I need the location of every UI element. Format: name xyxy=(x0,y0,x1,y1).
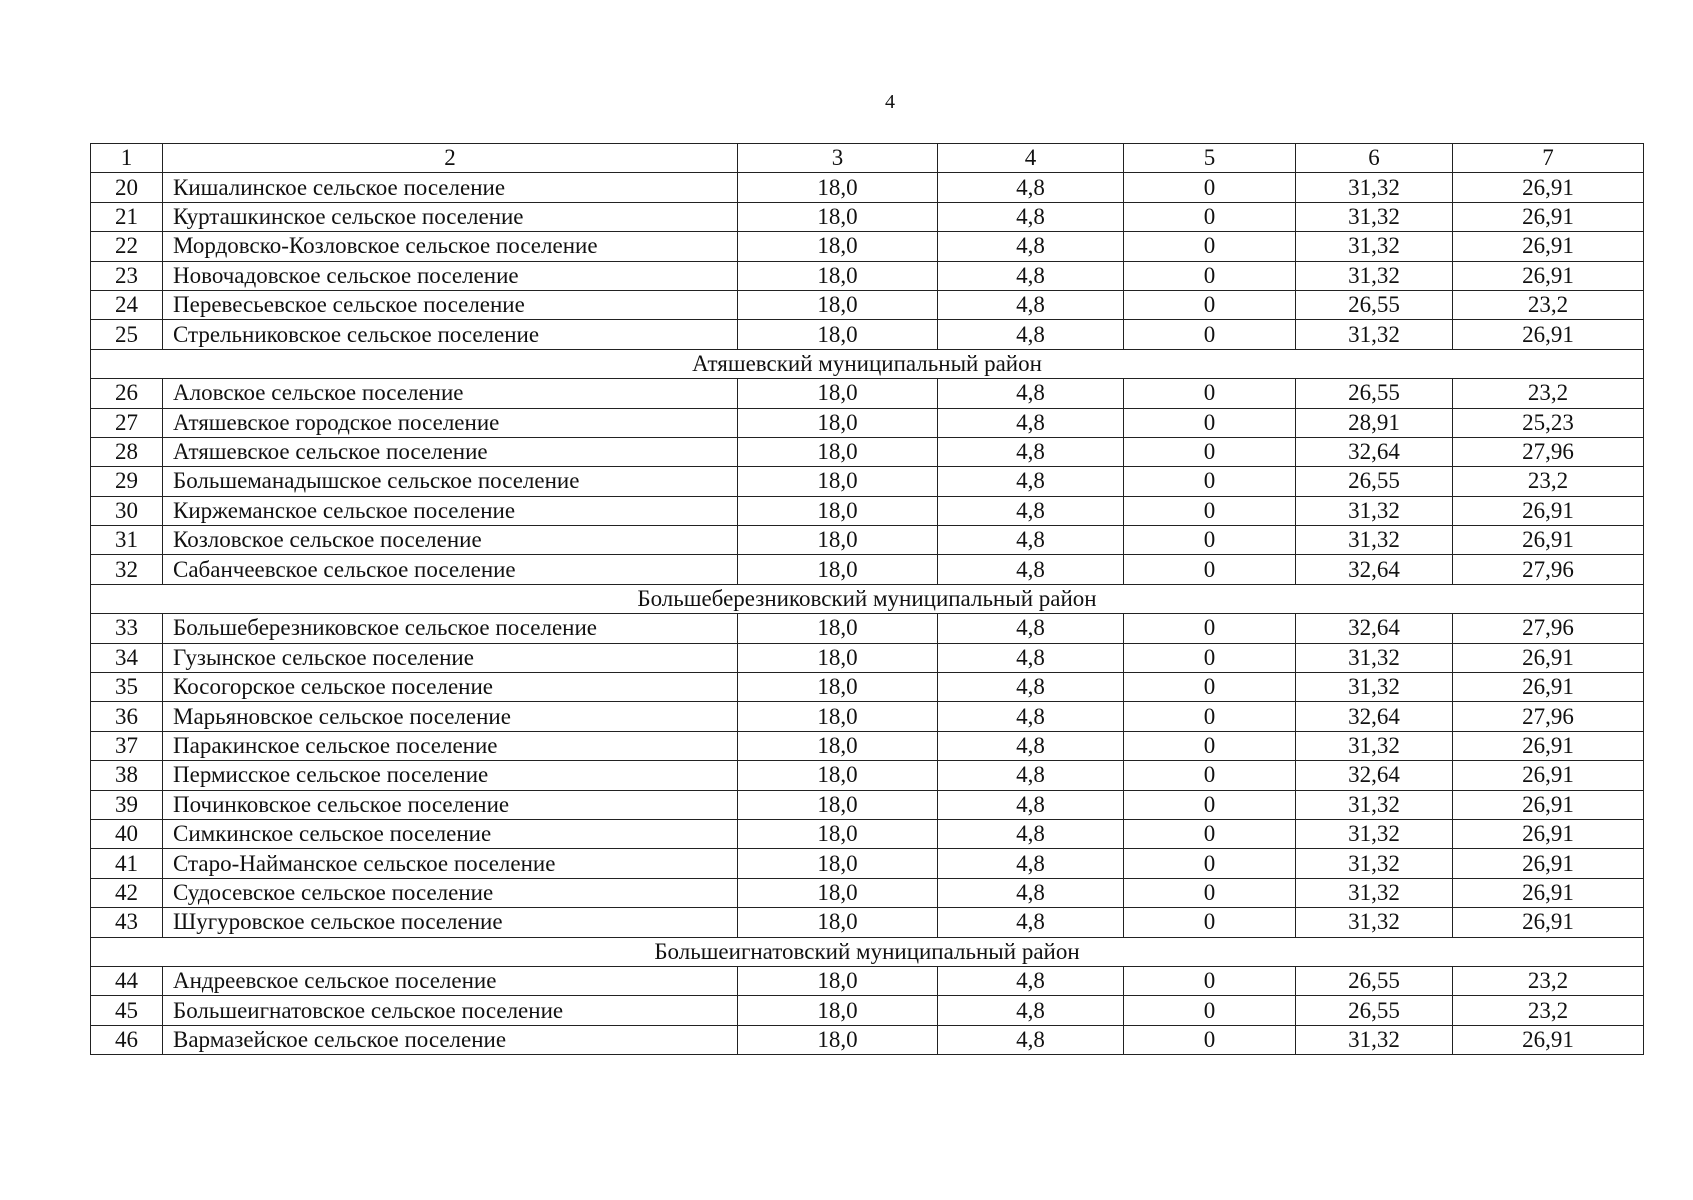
col-4-cell: 4,8 xyxy=(938,320,1124,349)
data-table xyxy=(90,143,1644,1055)
col-7-cell: 27,96 xyxy=(1453,437,1644,466)
col-7-cell: 26,91 xyxy=(1453,878,1644,907)
col-3-cell: 18,0 xyxy=(738,790,938,819)
col-7-cell: 26,91 xyxy=(1453,1025,1644,1054)
row-number-cell: 35 xyxy=(91,673,163,702)
col-7-cell: 26,91 xyxy=(1453,526,1644,555)
table-row xyxy=(91,731,1644,760)
settlement-name-cell: Кишалинское сельское поселение xyxy=(163,173,738,202)
col-3-cell: 18,0 xyxy=(738,849,938,878)
row-number-cell: 23 xyxy=(91,261,163,290)
settlement-name-cell: Косогорское сельское поселение xyxy=(163,673,738,702)
table-row xyxy=(91,702,1644,731)
col-3-cell: 18,0 xyxy=(738,379,938,408)
col-4-cell: 4,8 xyxy=(938,790,1124,819)
col-6-cell: 26,55 xyxy=(1296,290,1453,319)
col-4-cell: 4,8 xyxy=(938,878,1124,907)
row-number-cell: 24 xyxy=(91,290,163,319)
col-4-cell: 4,8 xyxy=(938,496,1124,525)
table-row xyxy=(91,232,1644,261)
col-4-cell: 4,8 xyxy=(938,526,1124,555)
table-row xyxy=(91,290,1644,319)
col-4-cell: 4,8 xyxy=(938,173,1124,202)
col-7-cell: 26,91 xyxy=(1453,849,1644,878)
col-4-cell: 4,8 xyxy=(938,731,1124,760)
col-7-cell: 23,2 xyxy=(1453,467,1644,496)
district-name: Большеигнатовский муниципальный район xyxy=(91,937,1644,966)
col-7-cell: 26,91 xyxy=(1453,761,1644,790)
col-3-cell: 18,0 xyxy=(738,761,938,790)
col-4-cell: 4,8 xyxy=(938,702,1124,731)
table-row xyxy=(91,908,1644,937)
col-3-cell: 18,0 xyxy=(738,320,938,349)
col-3-cell: 18,0 xyxy=(738,819,938,848)
col-4-cell: 4,8 xyxy=(938,761,1124,790)
row-number-cell: 39 xyxy=(91,790,163,819)
col-6-cell: 31,32 xyxy=(1296,202,1453,231)
col-6-cell: 31,32 xyxy=(1296,673,1453,702)
header-row xyxy=(91,144,1644,173)
row-number-cell: 41 xyxy=(91,849,163,878)
table-row xyxy=(91,1025,1644,1054)
col-5-cell: 0 xyxy=(1124,702,1296,731)
col-6-cell: 31,32 xyxy=(1296,731,1453,760)
table-row xyxy=(91,496,1644,525)
settlement-name-cell: Шугуровское сельское поселение xyxy=(163,908,738,937)
col-7-cell: 26,91 xyxy=(1453,173,1644,202)
row-number-cell: 32 xyxy=(91,555,163,584)
col-5-cell: 0 xyxy=(1124,819,1296,848)
col-4-cell: 4,8 xyxy=(938,202,1124,231)
table-row xyxy=(91,819,1644,848)
district-name: Большеберезниковский муниципальный район xyxy=(91,584,1644,613)
col-4-cell: 4,8 xyxy=(938,437,1124,466)
col-6-cell: 31,32 xyxy=(1296,908,1453,937)
col-5-cell: 0 xyxy=(1124,996,1296,1025)
col-5-cell: 0 xyxy=(1124,849,1296,878)
district-row xyxy=(91,584,1644,613)
col-4-cell: 4,8 xyxy=(938,643,1124,672)
header-cell-2: 2 xyxy=(163,144,738,173)
col-4-cell: 4,8 xyxy=(938,673,1124,702)
settlement-name-cell: Большеберезниковское сельское поселение xyxy=(163,614,738,643)
col-4-cell: 4,8 xyxy=(938,408,1124,437)
row-number-cell: 43 xyxy=(91,908,163,937)
table-row xyxy=(91,878,1644,907)
settlement-name-cell: Симкинское сельское поселение xyxy=(163,819,738,848)
table-row xyxy=(91,996,1644,1025)
header-cell-5: 5 xyxy=(1124,144,1296,173)
col-7-cell: 26,91 xyxy=(1453,202,1644,231)
col-6-cell: 26,55 xyxy=(1296,379,1453,408)
col-3-cell: 18,0 xyxy=(738,731,938,760)
col-5-cell: 0 xyxy=(1124,232,1296,261)
settlement-name-cell: Большеигнатовское сельское поселение xyxy=(163,996,738,1025)
col-3-cell: 18,0 xyxy=(738,437,938,466)
row-number-cell: 44 xyxy=(91,966,163,995)
col-3-cell: 18,0 xyxy=(738,232,938,261)
col-6-cell: 31,32 xyxy=(1296,173,1453,202)
settlement-name-cell: Аловское сельское поселение xyxy=(163,379,738,408)
col-3-cell: 18,0 xyxy=(738,996,938,1025)
col-3-cell: 18,0 xyxy=(738,908,938,937)
col-3-cell: 18,0 xyxy=(738,673,938,702)
col-7-cell: 26,91 xyxy=(1453,496,1644,525)
col-7-cell: 27,96 xyxy=(1453,614,1644,643)
col-4-cell: 4,8 xyxy=(938,819,1124,848)
col-3-cell: 18,0 xyxy=(738,966,938,995)
col-6-cell: 31,32 xyxy=(1296,878,1453,907)
row-number-cell: 21 xyxy=(91,202,163,231)
col-6-cell: 32,64 xyxy=(1296,702,1453,731)
col-5-cell: 0 xyxy=(1124,790,1296,819)
settlement-name-cell: Андреевское сельское поселение xyxy=(163,966,738,995)
row-number-cell: 27 xyxy=(91,408,163,437)
page-number: 4 xyxy=(885,91,895,113)
table-row xyxy=(91,966,1644,995)
col-4-cell: 4,8 xyxy=(938,966,1124,995)
col-6-cell: 31,32 xyxy=(1296,819,1453,848)
district-row xyxy=(91,937,1644,966)
row-number-cell: 31 xyxy=(91,526,163,555)
table-row xyxy=(91,526,1644,555)
row-number-cell: 28 xyxy=(91,437,163,466)
col-5-cell: 0 xyxy=(1124,966,1296,995)
col-5-cell: 0 xyxy=(1124,908,1296,937)
col-6-cell: 31,32 xyxy=(1296,320,1453,349)
row-number-cell: 22 xyxy=(91,232,163,261)
table-row xyxy=(91,467,1644,496)
settlement-name-cell: Мордовско-Козловское сельское поселение xyxy=(163,232,738,261)
col-3-cell: 18,0 xyxy=(738,173,938,202)
col-7-cell: 25,23 xyxy=(1453,408,1644,437)
col-5-cell: 0 xyxy=(1124,731,1296,760)
settlement-name-cell: Курташкинское сельское поселение xyxy=(163,202,738,231)
col-3-cell: 18,0 xyxy=(738,290,938,319)
col-5-cell: 0 xyxy=(1124,1025,1296,1054)
col-6-cell: 28,91 xyxy=(1296,408,1453,437)
table-row xyxy=(91,202,1644,231)
col-7-cell: 26,91 xyxy=(1453,819,1644,848)
table-row xyxy=(91,761,1644,790)
header-cell-7: 7 xyxy=(1453,144,1644,173)
col-6-cell: 31,32 xyxy=(1296,526,1453,555)
col-4-cell: 4,8 xyxy=(938,467,1124,496)
row-number-cell: 40 xyxy=(91,819,163,848)
col-7-cell: 23,2 xyxy=(1453,290,1644,319)
row-number-cell: 26 xyxy=(91,379,163,408)
col-3-cell: 18,0 xyxy=(738,408,938,437)
table-row xyxy=(91,849,1644,878)
settlement-name-cell: Новочадовское сельское поселение xyxy=(163,261,738,290)
col-4-cell: 4,8 xyxy=(938,908,1124,937)
settlement-name-cell: Сабанчеевское сельское поселение xyxy=(163,555,738,584)
table-row xyxy=(91,320,1644,349)
col-7-cell: 27,96 xyxy=(1453,555,1644,584)
row-number-cell: 46 xyxy=(91,1025,163,1054)
header-cell-3: 3 xyxy=(738,144,938,173)
col-7-cell: 26,91 xyxy=(1453,320,1644,349)
table-row xyxy=(91,437,1644,466)
col-5-cell: 0 xyxy=(1124,878,1296,907)
col-7-cell: 23,2 xyxy=(1453,966,1644,995)
col-5-cell: 0 xyxy=(1124,673,1296,702)
col-3-cell: 18,0 xyxy=(738,878,938,907)
row-number-cell: 37 xyxy=(91,731,163,760)
settlement-name-cell: Перевесьевское сельское поселение xyxy=(163,290,738,319)
col-3-cell: 18,0 xyxy=(738,467,938,496)
col-6-cell: 31,32 xyxy=(1296,790,1453,819)
col-4-cell: 4,8 xyxy=(938,614,1124,643)
col-5-cell: 0 xyxy=(1124,437,1296,466)
col-7-cell: 23,2 xyxy=(1453,996,1644,1025)
settlement-name-cell: Козловское сельское поселение xyxy=(163,526,738,555)
settlement-name-cell: Пермисское сельское поселение xyxy=(163,761,738,790)
col-6-cell: 32,64 xyxy=(1296,761,1453,790)
col-3-cell: 18,0 xyxy=(738,702,938,731)
settlement-name-cell: Киржеманское сельское поселение xyxy=(163,496,738,525)
settlement-name-cell: Судосевское сельское поселение xyxy=(163,878,738,907)
table-row xyxy=(91,379,1644,408)
col-7-cell: 26,91 xyxy=(1453,790,1644,819)
col-5-cell: 0 xyxy=(1124,261,1296,290)
settlement-name-cell: Большеманадышское сельское поселение xyxy=(163,467,738,496)
settlement-name-cell: Паракинское сельское поселение xyxy=(163,731,738,760)
col-6-cell: 31,32 xyxy=(1296,261,1453,290)
col-7-cell: 26,91 xyxy=(1453,261,1644,290)
settlement-name-cell: Починковское сельское поселение xyxy=(163,790,738,819)
col-6-cell: 31,32 xyxy=(1296,496,1453,525)
col-5-cell: 0 xyxy=(1124,408,1296,437)
col-7-cell: 23,2 xyxy=(1453,379,1644,408)
col-5-cell: 0 xyxy=(1124,496,1296,525)
col-4-cell: 4,8 xyxy=(938,290,1124,319)
col-5-cell: 0 xyxy=(1124,379,1296,408)
row-number-cell: 45 xyxy=(91,996,163,1025)
table-row xyxy=(91,673,1644,702)
col-6-cell: 31,32 xyxy=(1296,232,1453,261)
col-4-cell: 4,8 xyxy=(938,261,1124,290)
row-number-cell: 42 xyxy=(91,878,163,907)
settlement-name-cell: Марьяновское сельское поселение xyxy=(163,702,738,731)
col-6-cell: 26,55 xyxy=(1296,966,1453,995)
col-5-cell: 0 xyxy=(1124,173,1296,202)
col-6-cell: 32,64 xyxy=(1296,437,1453,466)
col-5-cell: 0 xyxy=(1124,290,1296,319)
table-row xyxy=(91,555,1644,584)
col-7-cell: 26,91 xyxy=(1453,232,1644,261)
col-6-cell: 31,32 xyxy=(1296,643,1453,672)
col-7-cell: 26,91 xyxy=(1453,643,1644,672)
col-5-cell: 0 xyxy=(1124,643,1296,672)
district-name: Атяшевский муниципальный район xyxy=(91,349,1644,378)
col-5-cell: 0 xyxy=(1124,555,1296,584)
col-5-cell: 0 xyxy=(1124,202,1296,231)
row-number-cell: 36 xyxy=(91,702,163,731)
table-row xyxy=(91,614,1644,643)
col-4-cell: 4,8 xyxy=(938,996,1124,1025)
col-4-cell: 4,8 xyxy=(938,1025,1124,1054)
col-7-cell: 27,96 xyxy=(1453,702,1644,731)
settlement-name-cell: Атяшевское сельское поселение xyxy=(163,437,738,466)
col-7-cell: 26,91 xyxy=(1453,908,1644,937)
col-4-cell: 4,8 xyxy=(938,232,1124,261)
settlement-name-cell: Атяшевское городское поселение xyxy=(163,408,738,437)
col-3-cell: 18,0 xyxy=(738,202,938,231)
settlement-name-cell: Стрельниковское сельское поселение xyxy=(163,320,738,349)
col-4-cell: 4,8 xyxy=(938,849,1124,878)
col-3-cell: 18,0 xyxy=(738,526,938,555)
col-5-cell: 0 xyxy=(1124,761,1296,790)
table-row xyxy=(91,173,1644,202)
settlement-name-cell: Вармазейское сельское поселение xyxy=(163,1025,738,1054)
col-4-cell: 4,8 xyxy=(938,555,1124,584)
col-7-cell: 26,91 xyxy=(1453,731,1644,760)
row-number-cell: 33 xyxy=(91,614,163,643)
col-4-cell: 4,8 xyxy=(938,379,1124,408)
row-number-cell: 38 xyxy=(91,761,163,790)
col-3-cell: 18,0 xyxy=(738,555,938,584)
row-number-cell: 29 xyxy=(91,467,163,496)
col-6-cell: 26,55 xyxy=(1296,996,1453,1025)
district-row xyxy=(91,349,1644,378)
table-row xyxy=(91,408,1644,437)
table-row xyxy=(91,643,1644,672)
col-5-cell: 0 xyxy=(1124,320,1296,349)
settlement-name-cell: Старо-Найманское сельское поселение xyxy=(163,849,738,878)
table-row xyxy=(91,790,1644,819)
col-5-cell: 0 xyxy=(1124,526,1296,555)
col-5-cell: 0 xyxy=(1124,467,1296,496)
col-3-cell: 18,0 xyxy=(738,614,938,643)
col-6-cell: 32,64 xyxy=(1296,555,1453,584)
header-cell-4: 4 xyxy=(938,144,1124,173)
settlement-name-cell: Гузынское сельское поселение xyxy=(163,643,738,672)
row-number-cell: 20 xyxy=(91,173,163,202)
col-7-cell: 26,91 xyxy=(1453,673,1644,702)
col-6-cell: 32,64 xyxy=(1296,614,1453,643)
header-cell-1: 1 xyxy=(91,144,163,173)
col-6-cell: 26,55 xyxy=(1296,467,1453,496)
col-3-cell: 18,0 xyxy=(738,1025,938,1054)
col-3-cell: 18,0 xyxy=(738,261,938,290)
table-body xyxy=(91,144,1644,1055)
row-number-cell: 30 xyxy=(91,496,163,525)
header-cell-6: 6 xyxy=(1296,144,1453,173)
col-5-cell: 0 xyxy=(1124,614,1296,643)
table-row xyxy=(91,261,1644,290)
col-6-cell: 31,32 xyxy=(1296,1025,1453,1054)
col-3-cell: 18,0 xyxy=(738,496,938,525)
col-6-cell: 31,32 xyxy=(1296,849,1453,878)
row-number-cell: 34 xyxy=(91,643,163,672)
row-number-cell: 25 xyxy=(91,320,163,349)
col-3-cell: 18,0 xyxy=(738,643,938,672)
